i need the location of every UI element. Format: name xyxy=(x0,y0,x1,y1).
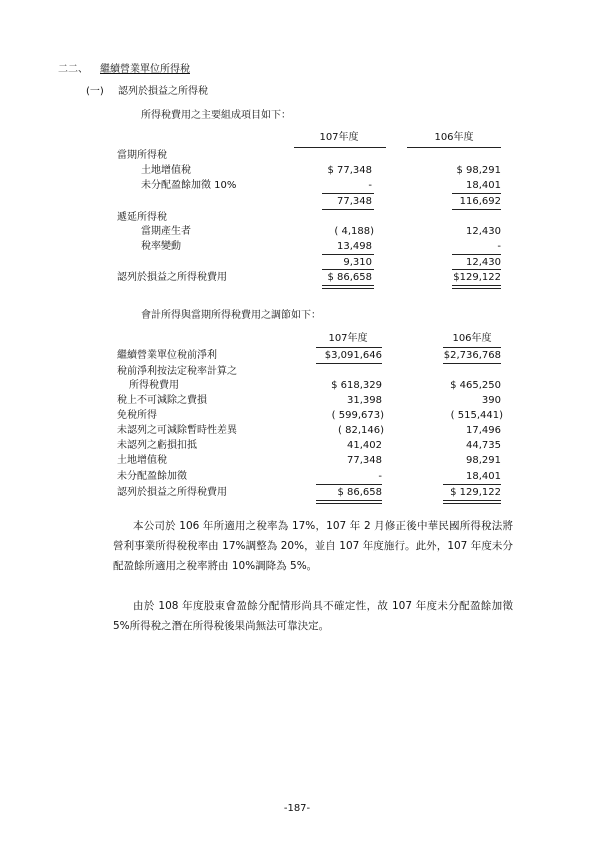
table1-total-rule xyxy=(452,288,501,289)
table1-cell: 77,348 xyxy=(337,196,372,207)
table2-row-label: 未認列之可減除暫時性差異 xyxy=(117,425,237,436)
table2-header-rule-107 xyxy=(316,347,382,348)
table1-intro: 所得稅費用之主要組成項目如下： xyxy=(141,110,291,121)
table1-cell: 9,310 xyxy=(343,257,372,268)
table2-header-rule-106 xyxy=(443,347,501,348)
table2-cell: $ 465,250 xyxy=(450,380,501,391)
section-title: 繼續營業單位所得稅 xyxy=(100,64,190,75)
table1-subtotal-rule xyxy=(322,269,374,270)
table1-header-rule-106 xyxy=(407,147,501,148)
table2-cell: 41,402 xyxy=(347,440,382,451)
table2-cell: ( 515,441) xyxy=(450,410,503,421)
table1-total: $ 86,658 xyxy=(327,272,372,283)
table2-total-rule xyxy=(443,503,501,504)
page-number: -187- xyxy=(283,803,311,814)
table2-row-label: 免稅所得 xyxy=(117,410,157,421)
table2-row-label: 未分配盈餘加徵 xyxy=(117,471,187,482)
table1-cell: 18,401 xyxy=(466,180,501,191)
table2-cell: ( 82,146) xyxy=(338,425,384,436)
table1-subtotal-rule xyxy=(452,254,501,255)
table2-intro: 會計所得與當期所得稅費用之調節如下： xyxy=(141,310,321,321)
paragraph-undistributed-earnings: 由於 108 年度股東會盈餘分配情形尚具不確定性，故 107 年度未分配盈餘加徵 5%所得稅之潛在所得稅後果尚無法可靠決定。 xyxy=(113,600,513,632)
table1-col-header-107: 107年度 xyxy=(319,132,359,143)
table1-subtotal-rule xyxy=(452,209,501,210)
table2-cell: 390 xyxy=(481,395,501,406)
table1-cell: ( 4,188) xyxy=(334,226,374,237)
subsection-number: (一) xyxy=(86,86,104,97)
table1-col-header-106: 106年度 xyxy=(434,132,474,143)
table1-subtotal-rule xyxy=(322,193,374,194)
table1-row-label: 土地增值稅 xyxy=(141,165,191,176)
table2-col-header-107: 107年度 xyxy=(328,333,368,344)
table2-row-label: 所得稅費用 xyxy=(129,380,179,391)
table2-cell: 98,291 xyxy=(466,455,501,466)
table2-row-label: 土地增值稅 xyxy=(117,455,167,466)
table1-row-label: 稅率變動 xyxy=(141,241,181,252)
table2-cell: $ 618,329 xyxy=(331,380,382,391)
table2-cell: 17,496 xyxy=(466,425,501,436)
table1-cell: 116,692 xyxy=(459,196,501,207)
table2-total: $ 129,122 xyxy=(450,487,501,498)
table1-row-label: 未分配盈餘加徵 10% xyxy=(141,180,237,191)
table1-row-label: 遞延所得稅 xyxy=(117,212,167,223)
table1-cell: $ 77,348 xyxy=(327,165,372,176)
table2-row-rule xyxy=(443,363,501,364)
table2-cell: 44,735 xyxy=(466,440,501,451)
table2-cell: 77,348 xyxy=(347,455,382,466)
table1-row-label: 當期產生者 xyxy=(141,226,191,237)
table2-subtotal-rule xyxy=(316,484,382,485)
table2-cell: $3,091,646 xyxy=(324,350,382,361)
table1-cell: 12,430 xyxy=(466,257,501,268)
table2-cell: $2,736,768 xyxy=(443,350,501,361)
table1-cell: 12,430 xyxy=(466,226,501,237)
table1-cell: $ 98,291 xyxy=(456,165,501,176)
table1-subtotal-rule xyxy=(322,254,374,255)
table1-header-rule-107 xyxy=(294,147,386,148)
table2-total-rule xyxy=(316,500,382,501)
table2-total-rule xyxy=(316,503,382,504)
table1-subtotal-rule xyxy=(452,193,501,194)
table2-cell: - xyxy=(378,471,382,482)
table1-subtotal-rule xyxy=(452,269,501,270)
table2-cell: 31,398 xyxy=(347,395,382,406)
table2-cell: 18,401 xyxy=(466,471,501,482)
table2-total-rule xyxy=(443,500,501,501)
table1-cell: - xyxy=(497,241,501,252)
table2-total: $ 86,658 xyxy=(337,487,382,498)
table1-total-rule xyxy=(452,285,501,286)
paragraph-tax-rate: 本公司於 106 年所適用之稅率為 17%，107 年 2 月修正後中華民國所得稅法將營利事業所得稅稅率由 17%調整為 20%，並自 107 年度施行。此外，107 年度未分配盈餘所適用之稅率將由 10%調降為 5%。 xyxy=(113,520,513,572)
table2-col-header-106: 106年度 xyxy=(452,333,492,344)
table2-row-label: 繼續營業單位稅前淨利 xyxy=(117,350,217,361)
table2-row-label: 認列於損益之所得稅費用 xyxy=(117,487,227,498)
subsection-title: 認列於損益之所得稅 xyxy=(118,86,208,97)
table1-row-label: 當期所得稅 xyxy=(117,150,167,161)
section-number: 二二、 xyxy=(58,64,88,75)
table2-row-label: 未認列之虧損扣抵 xyxy=(117,440,197,451)
table1-total: $129,122 xyxy=(453,272,501,283)
table1-subtotal-rule xyxy=(322,209,374,210)
table1-total-rule xyxy=(322,288,374,289)
table1-row-label: 認列於損益之所得稅費用 xyxy=(117,272,227,283)
table1-cell: 13,498 xyxy=(337,241,372,252)
table2-row-rule xyxy=(316,363,382,364)
table1-total-rule xyxy=(322,285,374,286)
table2-subtotal-rule xyxy=(443,484,501,485)
table2-row-label: 稅前淨利按法定稅率計算之 xyxy=(117,366,237,377)
table2-row-label: 稅上不可減除之費損 xyxy=(117,395,207,406)
table1-cell: - xyxy=(368,180,372,191)
table2-cell: ( 599,673) xyxy=(331,410,384,421)
